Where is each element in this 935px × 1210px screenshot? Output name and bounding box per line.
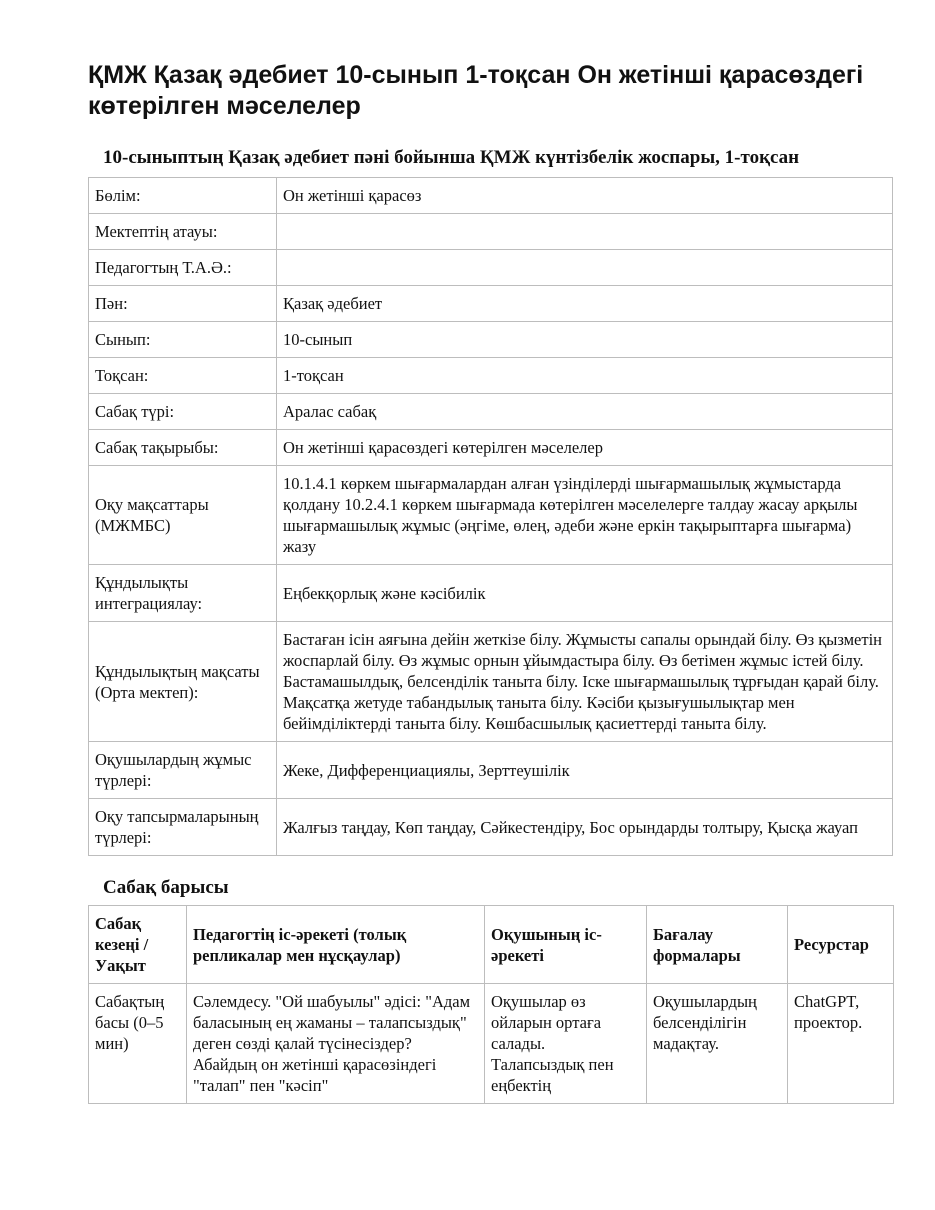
row-value: Аралас сабақ [277,394,893,430]
lesson-flow-table [88,905,894,1104]
row-value: Жалғыз таңдау, Көп таңдау, Сәйкестендіру, Бос орындарды толтыру, Қысқа жауап [277,799,893,856]
table-row [89,358,893,394]
row-key: Мектептің атауы: [89,214,277,250]
row-key: Пән: [89,286,277,322]
row-key: Сынып: [89,322,277,358]
document-page [88,0,893,1104]
row-value: Он жетінші қарасөз [277,178,893,214]
row-value: Он жетінші қарасөздегі көтерілген мәселелер [277,430,893,466]
table-row [89,322,893,358]
table-row [89,565,893,622]
column-header: Оқушының іс-әрекеті [485,906,647,984]
table-row [89,622,893,742]
row-key: Құндылықты интеграциялау: [89,565,277,622]
table-row [89,430,893,466]
plan-info-table [88,177,893,856]
column-header: Ресурстар [788,906,894,984]
table-cell: ChatGPT, проектор. [788,984,894,1104]
row-key: Құндылықтың мақсаты (Орта мектеп): [89,622,277,742]
row-value: 10.1.4.1 көркем шығармалардан алған үзінділерді шығармашылық жұмыстарда қолдану 10.2.4.1 көркем шығармада көтерілген мәселелерге талдау жасау арқылы шығармашылық жұмыс (әңгіме, өлең, әдеби және еркін тақырыптарға шығарма) жазу [277,466,893,565]
row-key: Оқу тапсырмаларының түрлері: [89,799,277,856]
row-value: 1-тоқсан [277,358,893,394]
table-row [89,286,893,322]
table-cell: Сабақтың басы (0–5 мин) [89,984,187,1104]
row-value: Жеке, Дифференциациялы, Зерттеушілік [277,742,893,799]
row-key: Педагогтың Т.А.Ә.: [89,250,277,286]
row-key: Оқушылардың жұмыс түрлері: [89,742,277,799]
column-header: Сабақ кезеңі / Уақыт [89,906,187,984]
row-key: Оқу мақсаттары (МЖМБС) [89,466,277,565]
table-header-row [89,906,894,984]
row-key: Сабақ түрі: [89,394,277,430]
row-value: Еңбекқорлық және кәсібилік [277,565,893,622]
table-row [89,742,893,799]
row-key: Бөлім: [89,178,277,214]
table-cell: Сәлемдесу. "Ой шабуылы" әдісі: "Адам баласының ең жаманы – талапсыздық" деген сөзді қалай түсінесіздер? Абайдың он жетінші қарасөзіндегі "талап" пен "кәсіп" [187,984,485,1104]
table-row [89,394,893,430]
table-cell: Оқушылардың белсенділігін мадақтау. [647,984,788,1104]
row-key: Тоқсан: [89,358,277,394]
plan-title: 10-сыныптың Қазақ әдебиет пәні бойынша ҚМЖ күнтізбелік жоспары, 1-тоқсан [103,147,800,168]
row-value [277,214,893,250]
row-key: Сабақ тақырыбы: [89,430,277,466]
table-row [89,466,893,565]
table-row [89,214,893,250]
row-value: Бастаған ісін аяғына дейін жеткізе білу. Жұмысты сапалы орындай білу. Өз қызметін жоспарлай білу. Өз жұмыс орнын ұйымдастыра білу. Өз бетімен жұмыс істей білу. Бастамашылдық, белсенділік таныта білу. Іске шығармашылық тұрғыдан қарай білу. Мақсатқа жетуде табандылық таныта білу. Кәсіби қызығушылықтар мен бейімділіктерді таныта білу. Көшбасшылық қасиеттерді таныта білу. [277,622,893,742]
table-row [89,250,893,286]
column-header: Педагогтің іс-әрекеті (толық репликалар мен нұсқаулар) [187,906,485,984]
table-row [89,799,893,856]
table-cell: Оқушылар өз ойларын ортаға салады. Талапсыздық пен еңбектің [485,984,647,1104]
lesson-title: Сабақ барысы [103,877,229,898]
column-header: Бағалау формалары [647,906,788,984]
document-title: ҚМЖ Қазақ әдебиет 10-сынып 1-тоқсан Он жетінші қарасөздегі көтерілген мәселелер [88,61,864,120]
row-value: Қазақ әдебиет [277,286,893,322]
table-row [89,178,893,214]
row-value [277,250,893,286]
row-value: 10-сынып [277,322,893,358]
table-row [89,984,894,1104]
